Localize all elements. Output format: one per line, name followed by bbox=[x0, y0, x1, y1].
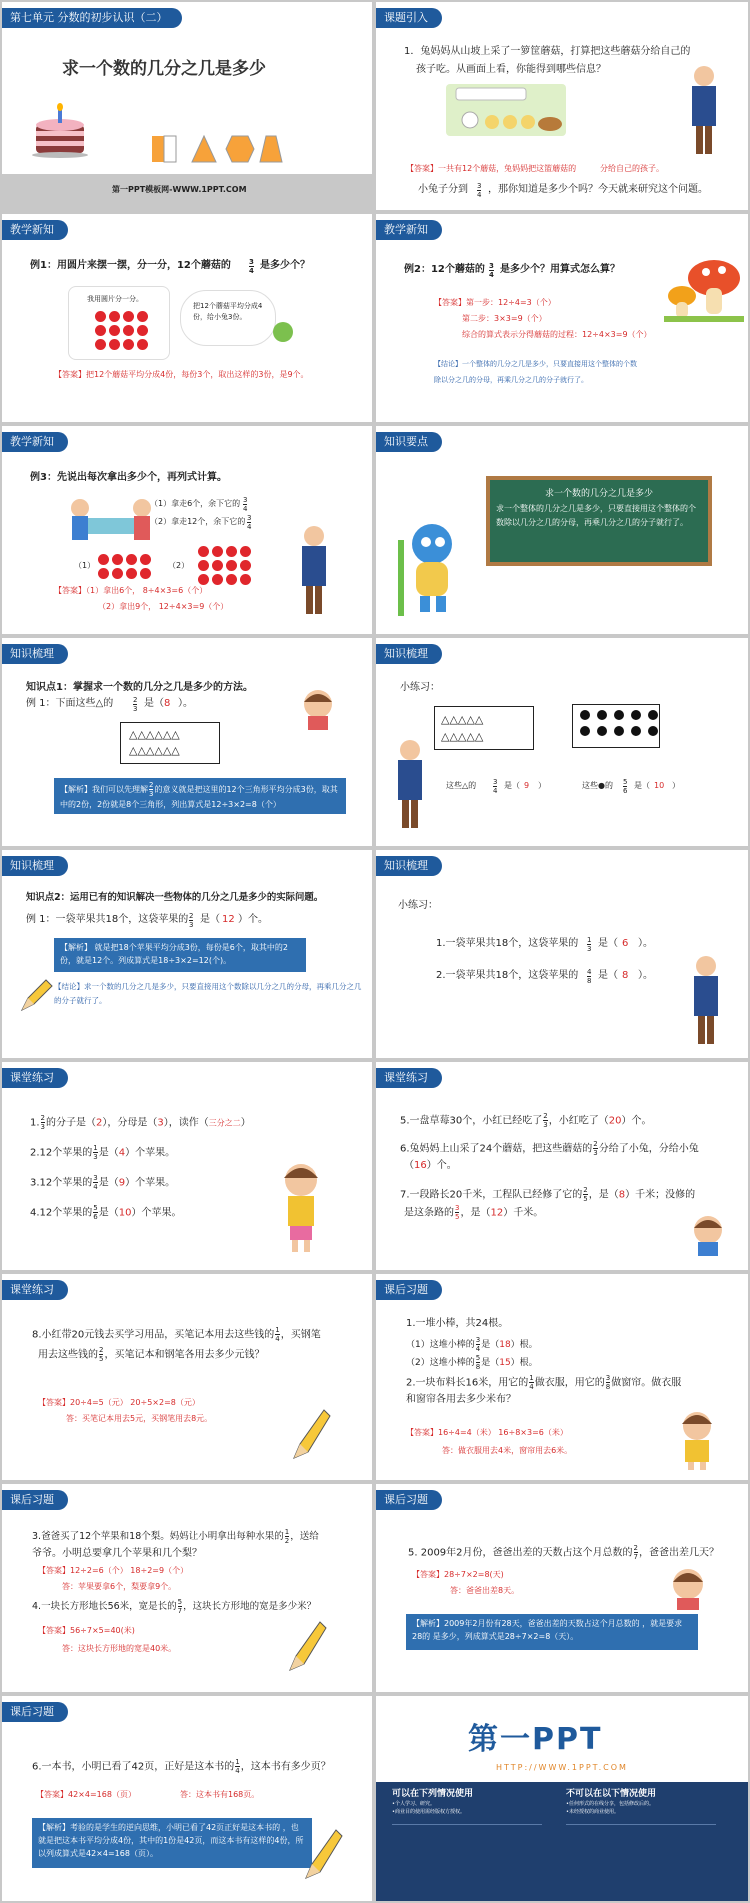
pencil-icon bbox=[18, 978, 54, 1014]
example-text: 例3：先说出每次拿出多少个，再列式计算。 bbox=[30, 472, 227, 483]
answer-value: 10 bbox=[654, 781, 665, 790]
section-tag: 教学新知 bbox=[2, 220, 68, 240]
answer-text: 【答案】第一步：12÷4=3（个） bbox=[434, 298, 556, 307]
slide-kp1 bbox=[2, 638, 372, 846]
triangle-box bbox=[434, 706, 534, 750]
answer-text: 答：这本书有168页。 bbox=[180, 1790, 260, 1799]
question-text: 2.一袋苹果共18个，这袋苹果的 bbox=[436, 970, 579, 981]
question-2: 2.12个苹果的 $\frac{1}{3}$ 是（4）个苹果。 bbox=[30, 1144, 176, 1161]
section-tag: 课后习题 bbox=[376, 1280, 442, 1300]
slide-example-1 bbox=[2, 214, 372, 422]
question-text: ）。 bbox=[638, 938, 653, 949]
fraction: $\frac{3}{4}$ bbox=[489, 262, 494, 279]
fraction: $\frac{2}{3}$ bbox=[40, 1114, 46, 1131]
label-text: （1） bbox=[74, 561, 96, 570]
chalkboard bbox=[486, 476, 712, 566]
section-tag: 课题引入 bbox=[376, 8, 442, 28]
answer-text: 【答案】（1）拿出6个， 8÷4×3=6（个） bbox=[54, 586, 208, 595]
example-text: 是（ bbox=[144, 698, 164, 709]
question-1: 1. $\frac{2}{3}$ 的分子是（2），分母是（3），读作（三分之二） bbox=[30, 1114, 251, 1131]
question-text: ） bbox=[672, 781, 680, 790]
frog-icon bbox=[272, 318, 294, 346]
practice-title: 小练习： bbox=[400, 682, 440, 693]
teacher-icon bbox=[684, 64, 724, 158]
fraction: $\frac{1}{3}$ bbox=[587, 936, 592, 953]
link-list-left bbox=[392, 1824, 542, 1892]
fraction: $\frac{2}{5}$ bbox=[99, 1346, 104, 1363]
answer-text: 第二步：3×3=9（个） bbox=[462, 314, 547, 323]
slide-class-practice-3 bbox=[2, 1274, 372, 1480]
answer-value: 12 bbox=[222, 914, 235, 925]
question-8: 8.小红带20元钱去买学习用品，买笔记本用去这些钱的 $\frac{1}{4}$ ，买钢笔 bbox=[32, 1326, 321, 1343]
license-can-title: 可以在下列情况使用 bbox=[392, 1789, 474, 1799]
section-tag: 知识梳理 bbox=[376, 644, 442, 664]
slide-class-practice-2 bbox=[376, 1062, 748, 1270]
fraction: $\frac{2}{3}$ bbox=[189, 912, 194, 929]
fraction: $\frac{3}{4}$ bbox=[493, 778, 498, 795]
knowledge-point: 知识点1：掌握求一个数的几分之几是多少的方法。 bbox=[26, 682, 253, 693]
fraction: $\frac{4}{8}$ bbox=[587, 968, 592, 985]
answer-text: （2）拿出9个， 12÷4×3=9（个） bbox=[98, 602, 229, 611]
question-text: ，那你知道是多少个吗？今天就来研究这个问题。 bbox=[488, 184, 708, 195]
kid-icon bbox=[688, 1212, 728, 1256]
question-7: 7.一段路长20千米，工程队已经修了它的 $\frac{2}{5}$ ，是（8）千米；没修的 bbox=[400, 1186, 696, 1203]
example-text: 例 1：一袋苹果共18个，这袋苹果的 bbox=[26, 914, 189, 925]
license-text: •未经授权的商业使用。 bbox=[566, 1809, 619, 1815]
question-text: 和窗帘各用去多少米布？ bbox=[406, 1394, 516, 1405]
section-tag: 课堂练习 bbox=[2, 1068, 68, 1088]
question-5: 5.一盘草莓30个，小红已经吃了 $\frac{2}{3}$ ，小红吃了（20）个。 bbox=[400, 1112, 652, 1129]
question-text: 这些●的 bbox=[582, 781, 613, 790]
section-tag: 知识梳理 bbox=[2, 644, 68, 664]
conclusion-text: 除以分之几的分母，再乘几分之几的分子就行了。 bbox=[434, 376, 588, 384]
answer-text: 【答案】12÷2=6（个） 18÷2=9（个） bbox=[38, 1566, 189, 1575]
girl-icon bbox=[672, 1406, 722, 1470]
slide-intro bbox=[376, 2, 748, 210]
question-2: 2.一块布料长16米，用它的 $\frac{1}{4}$ 做衣服，用它的 $\frac{3}{8}$ 做窗帘。做衣服 bbox=[406, 1374, 682, 1391]
example-text: ）。 bbox=[178, 698, 193, 709]
example-text: 是（ bbox=[200, 914, 220, 925]
question-text: 是（ bbox=[634, 781, 650, 790]
mushroom-icon bbox=[664, 254, 744, 322]
board-title: 求一个数的几分之几是多少 bbox=[544, 489, 653, 499]
question-7b: 是这条路的 $\frac{3}{5}$ ，是（12）千米。 bbox=[404, 1204, 544, 1221]
conclusion-text: 【结论】一个整体的几分之几是多少，只要直接用这个整体的个数 bbox=[434, 360, 637, 368]
license-text: •个人学习、研究。 bbox=[392, 1801, 435, 1807]
slide-homework-3 bbox=[376, 1484, 748, 1692]
girl-icon bbox=[276, 1158, 326, 1254]
fraction: $\frac{3}{4}$ bbox=[475, 1336, 481, 1353]
section-tag: 教学新知 bbox=[2, 432, 68, 452]
question-text: 是（ bbox=[598, 970, 618, 981]
answer-text: 【答案】28÷7×2=8(天) bbox=[412, 1570, 504, 1579]
slide-class-practice-1 bbox=[2, 1062, 372, 1270]
answer-text: 答：做衣服用去4米，窗帘用去6米。 bbox=[442, 1446, 573, 1455]
question-6b: （16）个。 bbox=[404, 1160, 457, 1171]
analysis-box: 【解析】 就是把18个苹果平均分成3份，每份是6个，取其中的2份，就是12个。列成算式是18÷3×2=12(个)。 bbox=[54, 938, 306, 972]
fraction: $\frac{2}{3}$ bbox=[593, 1140, 598, 1157]
fraction: $\frac{2}{3}$ bbox=[543, 1112, 548, 1129]
section-tag: 教学新知 bbox=[376, 220, 442, 240]
example-text: ）个。 bbox=[238, 914, 268, 925]
question-text: （1）拿走6个，余下它的 bbox=[150, 499, 241, 508]
counters-grid-1 bbox=[98, 554, 151, 579]
answer-text: 答：买笔记本用去5元，买钢笔用去8元。 bbox=[66, 1414, 213, 1423]
answer-text: 【答案】20÷4=5（元） 20÷5×2=8（元） bbox=[38, 1398, 200, 1407]
brand-url: HTTP://WWW.1PPT.COM bbox=[496, 1763, 628, 1772]
slide-homework-1 bbox=[376, 1274, 748, 1480]
example-text: 例2：12个蘑菇的 bbox=[404, 264, 485, 275]
slide-example-2 bbox=[376, 214, 748, 422]
license-panel bbox=[376, 1782, 748, 1901]
fraction: $\frac{1}{3}$ bbox=[93, 1144, 98, 1161]
license-cannot-title: 不可以在以下情况使用 bbox=[566, 1789, 657, 1799]
fraction: $\frac{3}{4}$ bbox=[477, 182, 482, 199]
triangle-row: △△△△△△ bbox=[129, 744, 180, 757]
answer-text: 答：爸爸出差8天。 bbox=[450, 1586, 520, 1595]
analysis-box: 【解析】2009年2月份有28天，爸爸出差的天数占这个月总数的 ，就是要求28的 是多少，列成算式是28÷7×2=8（天）。 bbox=[406, 1614, 698, 1650]
answer-text: 答：这块长方形地的宽是40米。 bbox=[62, 1644, 177, 1653]
fraction: $\frac{1}{4}$ bbox=[275, 1326, 280, 1343]
question-8b: 用去这些钱的 $\frac{2}{5}$ ，买笔记本和钢笔各用去多少元钱？ bbox=[38, 1346, 265, 1363]
knowledge-point: 知识点2：运用已有的知识解决一些物体的几分之几是多少的实际问题。 bbox=[26, 892, 324, 903]
board-body: 求一个整体的几分之几是多少，只要直接用这个整体的个数除以几分之几的分母，再乘几分之几的分子就行了。 bbox=[496, 504, 696, 527]
answer-value: 8 bbox=[622, 970, 629, 981]
slide-practice-1 bbox=[376, 638, 748, 846]
example-text: 是多少个？用算式怎么算？ bbox=[500, 264, 620, 275]
page-title: 求一个数的几分之几是多少 bbox=[62, 59, 266, 79]
triangle-row: △△△△△ bbox=[441, 730, 484, 743]
answer-text: 【答案】42×4=168（页） bbox=[36, 1790, 136, 1799]
answer-text: 分给自己的孩子。 bbox=[600, 164, 664, 173]
question-text: 1.一袋苹果共18个，这袋苹果的 bbox=[436, 938, 579, 949]
question-text: 1.一堆小棒，共24根。 bbox=[406, 1318, 509, 1329]
slide-practice-2 bbox=[376, 850, 748, 1058]
fraction: $\frac{3}{4}$ bbox=[93, 1174, 98, 1191]
section-tag: 知识要点 bbox=[376, 432, 442, 452]
brand-logo: 第一PPT bbox=[468, 1722, 603, 1757]
section-tag: 知识梳理 bbox=[2, 856, 68, 876]
fraction: $\frac{3}{8}$ bbox=[605, 1374, 611, 1391]
fraction: $\frac{5}{7}$ bbox=[177, 1598, 183, 1615]
counters-grid-2 bbox=[198, 546, 251, 585]
question-text: ） bbox=[538, 781, 546, 790]
section-tag: 课堂练习 bbox=[2, 1280, 68, 1300]
counters-grid bbox=[95, 311, 148, 350]
kids-table-icon bbox=[68, 492, 154, 546]
fraction: $\frac{2}{7}$ bbox=[633, 1544, 638, 1561]
question-text: 是（ bbox=[504, 781, 520, 790]
slide-example-3 bbox=[2, 426, 372, 634]
analysis-box: 【解析】考验的是学生的逆向思维，小明已看了42页正好是这本书的 ，也就是把这本书平均分成4份，其中的1份是42页，而这本书有这样的4份，所以列成算式是42×4=168（页）。 bbox=[32, 1818, 312, 1868]
fraction: $\frac{3}{4}$ bbox=[243, 496, 248, 513]
answer-text: 【答案】16÷4=4（米） 16÷8×3=6（米） bbox=[406, 1428, 568, 1437]
question-1a: （1）这堆小棒的 $\frac{3}{4}$ 是（18）根。 bbox=[406, 1336, 538, 1353]
fraction: $\frac{3}{5}$ bbox=[455, 1204, 460, 1221]
pencil-icon bbox=[290, 1406, 332, 1462]
conclusion-text: 【结论】求一个数的几分之几是多少，只要直接用这个数除以几分之几的分母，再乘几分之几的分子就行了。 bbox=[54, 982, 362, 1005]
example-text: 是多少个？ bbox=[260, 260, 310, 271]
fraction: $\frac{2}{3}$ bbox=[133, 696, 138, 713]
kid-icon bbox=[666, 1564, 710, 1610]
fraction: $\frac{1}{4}$ bbox=[235, 1758, 240, 1775]
fraction: $\frac{1}{4}$ bbox=[529, 1374, 534, 1391]
example-text: 例 1：下面这些△的 bbox=[26, 698, 114, 709]
unit-tag: 第七单元 分数的初步认识（二） bbox=[2, 8, 182, 28]
triangle-box bbox=[120, 722, 220, 764]
bubble-text: 我用圆片分一分。 bbox=[87, 295, 143, 303]
license-text: •任何形式的在线分享，包括修改后的。 bbox=[566, 1801, 654, 1807]
fraction: $\frac{5}{6}$ bbox=[93, 1204, 98, 1221]
answer-text: 综合的算式表示分得蘑菇的过程：12÷4×3=9（个） bbox=[462, 330, 652, 339]
answer-value: 8 bbox=[164, 698, 171, 709]
section-tag: 课堂练习 bbox=[376, 1068, 442, 1088]
answer-value: 9 bbox=[524, 781, 530, 790]
teacher-icon bbox=[294, 524, 334, 618]
link-list-right bbox=[566, 1824, 716, 1892]
question-text: （2）拿走12个，余下它的 bbox=[150, 517, 246, 526]
bubble-panel bbox=[68, 286, 170, 360]
answer-text: 【答案】一共有12个蘑菇，兔妈妈把这篮蘑菇的 bbox=[406, 164, 577, 173]
answer-text: 【答案】把12个蘑菇平均分成4份，每份3个，取出这样的3份，是9个。 bbox=[54, 370, 309, 379]
fraction: $\frac{5}{6}$ bbox=[623, 778, 628, 795]
answer-value: 6 bbox=[622, 938, 629, 949]
triangle-row: △△△△△ bbox=[441, 713, 484, 726]
practice-title: 小练习： bbox=[398, 900, 438, 911]
fraction: $\frac{2}{3}$ bbox=[149, 781, 154, 798]
question-3: 3.12个苹果的 $\frac{3}{4}$ 是（9）个苹果。 bbox=[30, 1174, 176, 1191]
fraction: $\frac{3}{4}$ bbox=[249, 258, 254, 275]
analysis-text: 的意义就是把这里的12个三角形平均分成3份，取其中的2份，2份就是8个三角形，列出算式是12÷3×2=8（个） bbox=[60, 785, 338, 809]
fraction: $\frac{2}{5}$ bbox=[583, 1186, 588, 1203]
question-6: 6.兔妈妈上山采了24个蘑菇，把这些蘑菇的 $\frac{2}{3}$ 分给了小兔，分给小兔 bbox=[400, 1140, 699, 1157]
question-text: ）。 bbox=[638, 970, 653, 981]
shapes-icon bbox=[152, 132, 282, 166]
slide-key-points bbox=[376, 426, 748, 634]
site-label: 第一PPT模板网-WWW.1PPT.COM bbox=[112, 185, 247, 194]
slide-end bbox=[376, 1696, 748, 1901]
slide-homework-2 bbox=[2, 1484, 372, 1692]
answer-text: 【答案】56÷7×5=40(米) bbox=[38, 1626, 135, 1635]
question-4: 4.12个苹果的 $\frac{5}{6}$ 是（10）个苹果。 bbox=[30, 1204, 182, 1221]
triangle-row: △△△△△△ bbox=[129, 728, 180, 741]
dots-box bbox=[572, 704, 660, 748]
license-text: •商业目的使用需经版权方授权。 bbox=[392, 1809, 465, 1815]
cake-icon bbox=[30, 97, 90, 159]
pencil-icon bbox=[302, 1826, 344, 1882]
analysis-text: 【解析】我们可以先理解 bbox=[60, 785, 148, 794]
teacher-icon bbox=[390, 738, 430, 832]
slide-cover bbox=[2, 2, 372, 194]
question-1b: （2）这堆小棒的 $\frac{5}{8}$ 是（15）根。 bbox=[406, 1354, 538, 1371]
section-tag: 课后习题 bbox=[376, 1490, 442, 1510]
question-5: 5. 2009年2月份，爸爸出差的天数占这个月总数的 $\frac{2}{7}$ ，爸爸出差几天？ bbox=[408, 1544, 719, 1561]
question-text: 这些△的 bbox=[446, 781, 477, 790]
cat-mascot-icon bbox=[396, 520, 466, 616]
example-text: 例1：用圆片来摆一摆，分一分，12个蘑菇的 bbox=[30, 260, 231, 271]
slide-homework-4 bbox=[2, 1696, 372, 1901]
section-tag: 课后习题 bbox=[2, 1702, 68, 1722]
section-tag: 知识梳理 bbox=[376, 856, 442, 876]
fraction: $\frac{1}{2}$ bbox=[284, 1528, 290, 1545]
question-text: 是（ bbox=[598, 938, 618, 949]
section-tag: 课后习题 bbox=[2, 1490, 68, 1510]
bubble-text: 把12个蘑菇平均分成4份，给小兔3份。 bbox=[180, 290, 276, 346]
question-6: 6.一本书，小明已看了42页，正好是这本书的 $\frac{1}{4}$ ，这本书有多少页？ bbox=[32, 1758, 331, 1775]
question-text: 小兔子分到 bbox=[418, 184, 468, 195]
answer-text: 答：苹果要拿6个，梨要拿9个。 bbox=[62, 1582, 177, 1591]
pencil-icon bbox=[286, 1618, 328, 1674]
slide-kp2 bbox=[2, 850, 372, 1058]
question-text: 1．兔妈妈从山坡上采了一箩筐蘑菇，打算把这些蘑菇分给自己的 bbox=[404, 46, 691, 57]
fraction: $\frac{3}{4}$ bbox=[247, 514, 252, 531]
question-4: 4.一块长方形地长56米，宽是长的 $\frac{5}{7}$ ，这块长方形地的宽是多少米？ bbox=[32, 1598, 317, 1615]
label-text: （2） bbox=[168, 561, 190, 570]
question-3: 3.爸爸买了12个苹果和18个梨。妈妈让小明拿出每种水果的 $\frac{1}{2}$ ，送给 bbox=[32, 1528, 319, 1545]
rabbit-scene-icon bbox=[446, 84, 566, 136]
kid-icon bbox=[298, 686, 338, 730]
teacher-icon bbox=[686, 954, 726, 1048]
question-text: 爷爷。小明总要拿几个苹果和几个梨？ bbox=[32, 1548, 202, 1559]
question-text: 孩子吃。从画面上看，你能得到哪些信息？ bbox=[416, 64, 606, 75]
analysis-box bbox=[54, 778, 346, 814]
fraction: $\frac{5}{8}$ bbox=[475, 1354, 481, 1371]
